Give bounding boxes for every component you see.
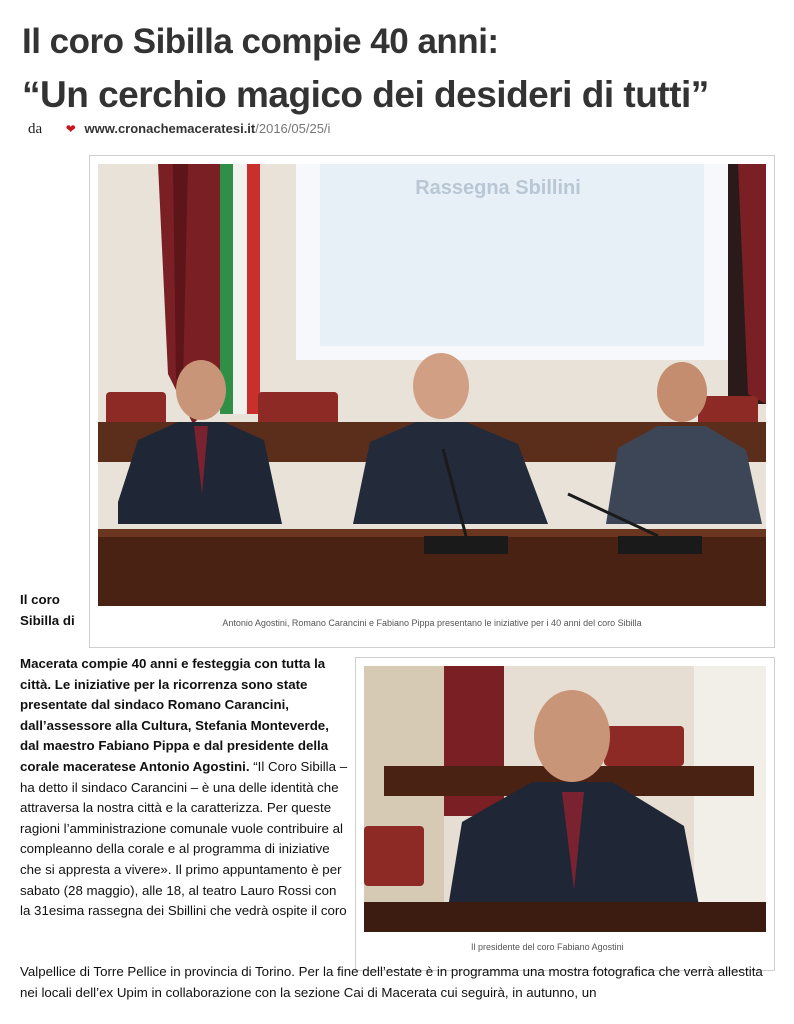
source-prefix: da	[28, 121, 43, 137]
article-paragraph-full: Valpellice di Torre Pellice in provincia di Torino. Per la fine dell’estate è in programma una mostra fotografica che verrà allestita nei locali dell’ex Upim in collaborazione con la sezione Cai di Macerata cui seguirà, in autunno, un	[20, 964, 763, 1000]
article-lead-bold: Macerata compie 40 anni e festeggia con tutta la città. Le iniziative per la ricorrenza sono state presentate dal sindaco Romano Carancini, dall’assessore alla Cultura, Stefania Monteverde, dal maestro Fabiano Pippa e dal presidente della corale maceratese Antonio Agostini.	[20, 656, 329, 774]
main-photo-caption: Antonio Agostini, Romano Carancini e Fabiano Pippa presentano le iniziative per i 40 anni del coro Sibilla	[222, 618, 642, 628]
source-site-link[interactable]: www.cronachemaceratesi.it	[84, 121, 256, 136]
article-body-text: “Il Coro Sibilla – ha detto il sindaco Carancini – è una delle identità che attraversa la nostra città e la caratterizza. Per queste ragioni l’amministrazione comunale vuole contribuire al compleanno della corale e al programma di iniziative che si appresta a vivere». Il primo appuntamento è per sabato (28 maggio), alle 18, al teatro Lauro Rossi con la 31esima rassegna dei Sbillini che vedrà ospite il coro	[20, 758, 348, 919]
secondary-photo-caption: Il presidente del coro Fabiano Agostini	[471, 942, 624, 952]
main-photo	[98, 164, 766, 606]
article-paragraph-start: Il coro Sibilla di	[20, 592, 75, 628]
secondary-photo	[364, 666, 766, 932]
main-photo-figure	[89, 155, 775, 648]
heart-icon: ❤	[65, 122, 76, 136]
article-title-line-2: “Un cerchio magico dei desideri di tutti”	[22, 74, 709, 115]
source-path: /2016/05/25/i	[255, 121, 331, 136]
article-paragraph-column	[20, 654, 350, 922]
source-line	[28, 121, 330, 138]
article-title-line-1: Il coro Sibilla compie 40 anni:	[22, 22, 499, 61]
secondary-photo-figure	[355, 657, 775, 971]
screen-text: Rassegna Sbillini	[415, 177, 581, 199]
